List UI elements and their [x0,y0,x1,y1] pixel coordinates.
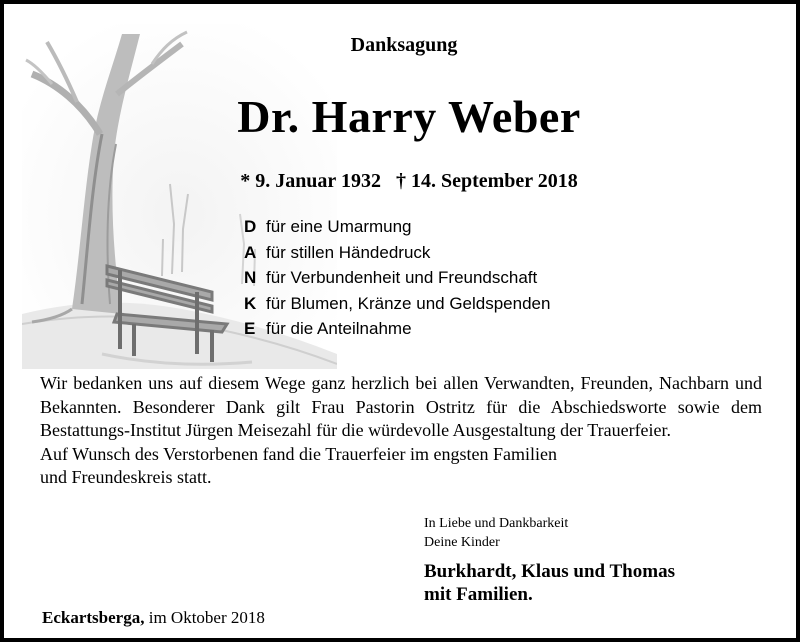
signoff-line-2: Deine Kinder [424,535,500,550]
place-date [42,608,265,628]
deceased-name: Dr. Harry Weber [237,91,581,142]
dank-row [244,316,550,342]
dank-text: für Blumen, Kränze und Geldspenden [266,293,551,313]
dank-text: für Verbundenheit und Freundschaft [266,268,538,287]
signoff [424,514,675,606]
dank-row [244,214,550,240]
dank-text: für stillen Händedruck [266,242,431,262]
signoff-line-1: In Liebe und Dankbarkeit [424,516,569,531]
thanks-paragraph: Wir bedanken uns auf diesem Wege ganz herzlich bei allen Verwandten, Freunden, Nachbarn und Bekannten. Besonderer Dank gilt Frau Pastorin Ostritz für die Abschiedsworte sowie dem Bestattungs-Institut Jürgen Meisezahl für die würdevolle Ausgestaltung der Trauerfeier. [40,373,762,440]
family-line-1: Burkhardt, Klaus und Thomas [424,561,675,582]
funeral-note-line-2: und Freundeskreis statt. [40,467,212,487]
dank-letter: K [244,293,257,313]
place-month: im Oktober 2018 [148,608,265,627]
family-names [424,560,675,606]
body-text [40,372,762,490]
heading-danksagung: Danksagung [350,34,458,56]
life-dates [184,170,634,193]
dank-acrostic [244,214,550,342]
dank-letter: A [244,242,257,262]
dank-row [244,240,550,266]
death-date: † 14. September 2018 [395,170,578,192]
dank-row [244,291,550,317]
dank-letter: N [244,268,257,287]
dank-text: für eine Umarmung [266,217,412,236]
birth-date: * 9. Januar 1932 [240,170,381,192]
dank-text: für die Anteilnahme [266,319,412,338]
family-line-2: mit Familien. [424,584,533,605]
dank-letter: E [244,319,256,338]
dank-letter: D [244,217,257,236]
place-name: Eckartsberga, [42,608,145,627]
funeral-note-line-1: Auf Wunsch des Verstorbenen fand die Trauerfeier im engsten Familien [40,443,557,464]
dank-row [244,265,550,291]
